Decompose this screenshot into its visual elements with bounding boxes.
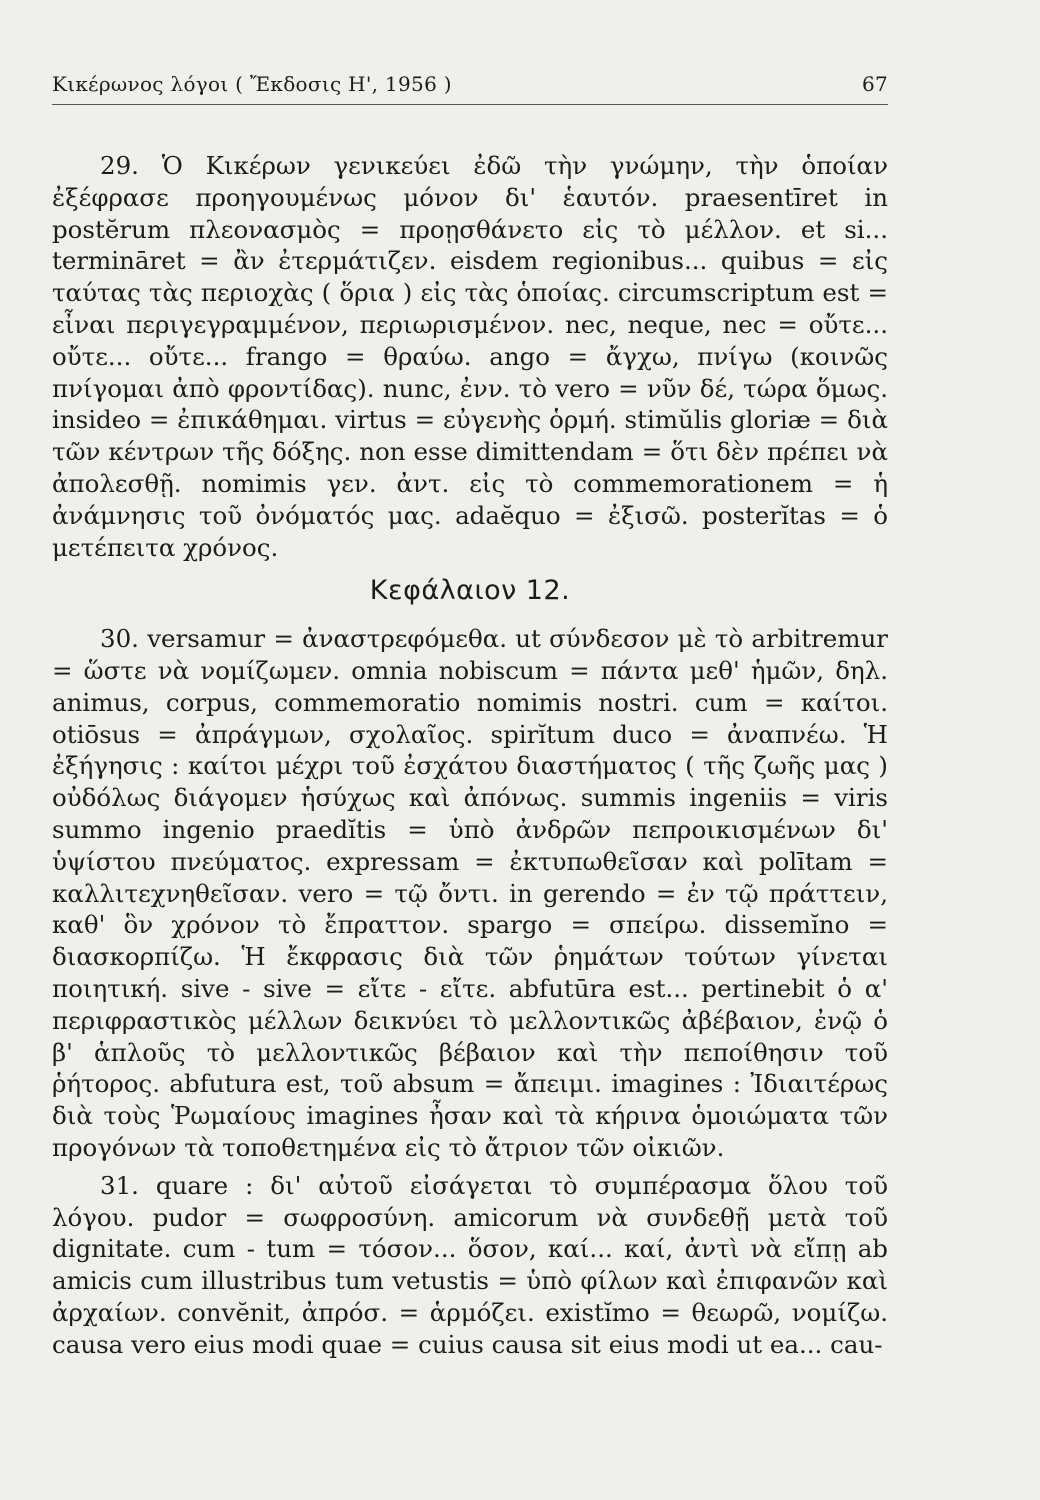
section-number: 30.: [100, 624, 139, 654]
body-text: [52, 150, 888, 1360]
section-text: versamur = ἀναστρεφόμεθα. ut σύνδεσον μὲ τὸ arbitremur = ὥστε νὰ νομίζωμεν. omnia nobiscum = πάντα μεθ' ἡμῶν, δηλ. animus, corpus, commemoratio nomimis nostri. cum = καίτοι. otiōsus = ἀπράγμων, σχολαῖος. spirĭtum duco = ἀναπνέω. Ἡ ἐξήγησις : καίτοι μέχρι τοῦ ἐσχάτου διαστήματος ( τῆς ζωῆς μας ) οὐδόλως διάγομεν ἡσύχως καὶ ἀπόνως. summis ingeniis = viris summo ingenio praedĭtis = ὑπὸ ἀνδρῶν πεπροικισμένων δι' ὑψίστου πνεύματος. expressam = ἐκτυπωθεῖσαν καὶ polītam = καλλιτεχνηθεῖσαν. vero = τῷ ὄντι. in gerendo = ἐν τῷ πράττειν, καθ' ὃν χρόνον τὸ ἔπραττον. spargo = σπείρω. dissemĭno = διασκορπίζω. Ἡ ἔκφρασις διὰ τῶν ῥημάτων τούτων γίνεται ποιητική. sive - sive = εἴτε - εἴτε. abfutūra est... pertinebit ὁ α' περιφραστικὸς μέλλων δεικνύει τὸ μελλοντικῶς ἀβέβαιον, ἐνῷ ὁ β' ἁπλοῦς τὸ μελλοντικῶς βέβαιον καὶ τὴν πεποίθησιν τοῦ ῥήτορος. abfutura est, τοῦ absum = ἄπειμι. imagines : Ἰδιαιτέρως διὰ τοὺς Ῥωμαίους imagines ἦσαν καὶ τὰ κήρινα ὁμοιώματα τῶν προγόνων τὰ τοποθετημένα εἰς τὸ ἄτριον τῶν οἰκιῶν.: [52, 624, 888, 1162]
section-29: [52, 150, 888, 563]
page-header: [52, 72, 888, 105]
section-30: [52, 623, 888, 1164]
chapter-heading: Κεφάλαιον 12.: [369, 575, 571, 607]
running-title: Κικέρωνος λόγοι ( Ἔκδοσις Η', 1956 ): [52, 72, 452, 96]
section-number: 29.: [100, 151, 139, 180]
section-text: Ὁ Κικέρων γενικεύει ἐδῶ τὴν γνώμην, τὴν ὁποίαν ἐξέφρασε προηγουμένως μόνον δι' ἑαυτόν. praesentīret in postĕrum πλεονασμὸς = προῃσθάνετο εἰς τὸ μέλλον. et si... termināret = ἂν ἐτερμάτιζεν. eisdem regionibus... quibus = εἰς ταύτας τὰς περιοχὰς ( ὅρια ) εἰς τὰς ὁποίας. circumscriptum est = εἶναι περιγεγραμμένον, περιωρισμένον. nec, neque, nec = οὔτε... οὔτε... οὔτε... frango = θραύω. ango = ἄγχω, πνίγω (κοινῶς πνίγομαι ἀπὸ φροντίδας). nunc, ἐνν. τὸ vero = νῦν δέ, τώρα ὅμως. insideo = ἐπικάθημαι. virtus = εὐγενὴς ὁρμή. stimŭlis gloriæ = διὰ τῶν κέντρων τῆς δόξης. non esse dimittendam = ὅτι δὲν πρέπει νὰ ἀπολεσθῇ. nomimis γεν. ἀντ. εἰς τὸ commemorationem = ἡ ἀνάμνησις τοῦ ὀνόματός μας. adaĕquo = ἐξισῶ. posterĭtas = ὁ μετέπειτα χρόνος.: [52, 151, 888, 562]
page-number: 67: [861, 72, 888, 96]
section-text: quare : δι' αὐτοῦ εἰσάγεται τὸ συμπέρασμα ὅλου τοῦ λόγου. pudor = σωφροσύνη. amicorum νὰ συνδεθῇ μετὰ τοῦ dignitate. cum - tum = τόσον... ὅσον, καί... καί, ἀντὶ νὰ εἴπῃ ab amicis cum illustribus tum vetustis = ὑπὸ φίλων καὶ ἐπιφανῶν καὶ ἀρχαίων. convĕnit, ἀπρόσ. = ἁρμόζει. existĭmo = θεωρῶ, νομίζω. causa vero eius modi quae = cuius causa sit eius modi ut ea... cau-: [52, 1170, 888, 1359]
section-31: [52, 1170, 888, 1361]
section-number: 31.: [100, 1170, 139, 1200]
